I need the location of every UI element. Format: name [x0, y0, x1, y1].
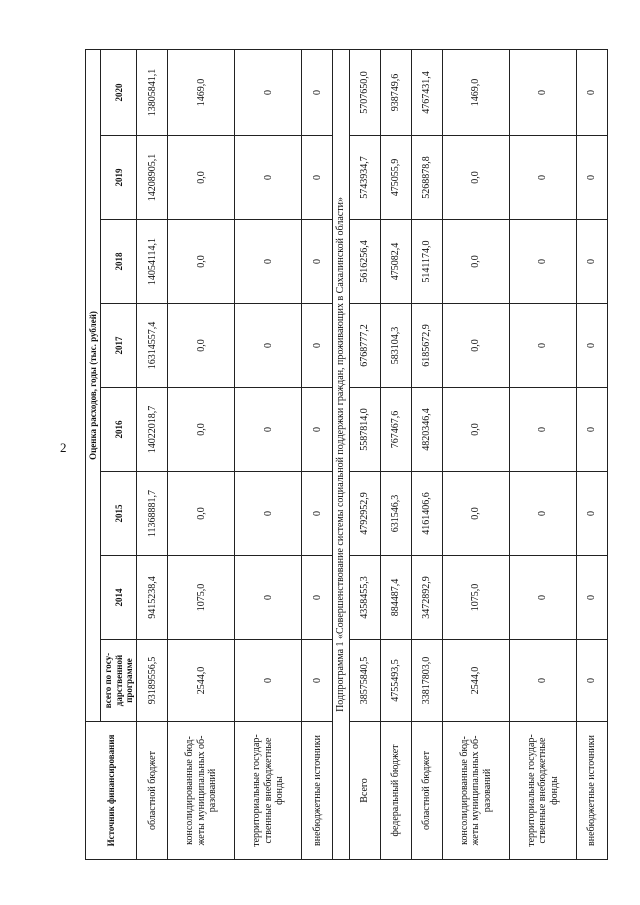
cell-value: 0 — [576, 220, 607, 304]
header-year: 2014 — [101, 556, 137, 640]
table-row — [380, 49, 411, 859]
cell-value: 2544,0 — [442, 640, 509, 722]
cell-value: 14022018,7 — [137, 388, 168, 472]
row-label: областной бюджет — [137, 722, 168, 860]
cell-value: 0 — [509, 220, 576, 304]
cell-value: 0 — [509, 388, 576, 472]
cell-value: 0 — [576, 388, 607, 472]
cell-value: 0,0 — [168, 220, 235, 304]
row-label: федеральный бюджет — [380, 722, 411, 860]
cell-value: 38575840,5 — [349, 640, 380, 722]
cell-value: 0 — [509, 472, 576, 556]
cell-value: 5707650,0 — [349, 49, 380, 135]
cell-value: 11368881,7 — [137, 472, 168, 556]
cell-value: 0 — [509, 49, 576, 135]
cell-value: 0 — [302, 49, 333, 135]
cell-value: 0,0 — [168, 388, 235, 472]
cell-value: 0 — [509, 640, 576, 722]
cell-value: 0 — [576, 556, 607, 640]
row-label: консолидированные бюд-жеты муниципальных об-разований — [442, 722, 509, 860]
row-label: территориальные государ-ственные внебюджетные фонды — [509, 722, 576, 860]
cell-value: 0 — [235, 220, 302, 304]
cell-value: 33817803,0 — [411, 640, 442, 722]
cell-value: 5616256,4 — [349, 220, 380, 304]
header-year: 2016 — [101, 388, 137, 472]
cell-value: 583104,3 — [380, 304, 411, 388]
cell-value: 4792952,9 — [349, 472, 380, 556]
cell-value: 0,0 — [442, 472, 509, 556]
cell-value: 0 — [235, 472, 302, 556]
cell-value: 0 — [576, 49, 607, 135]
cell-value: 14054114,1 — [137, 220, 168, 304]
cell-value: 0 — [302, 304, 333, 388]
table-row — [302, 49, 333, 859]
cell-value: 0 — [576, 640, 607, 722]
cell-value: 475082,4 — [380, 220, 411, 304]
header-year: 2019 — [101, 136, 137, 220]
financing-table — [85, 49, 608, 860]
header-year: 2020 — [101, 49, 137, 135]
cell-value: 1075,0 — [168, 556, 235, 640]
cell-value: 5587814,0 — [349, 388, 380, 472]
cell-value: 6185672,9 — [411, 304, 442, 388]
table-row — [168, 49, 235, 859]
cell-value: 14208905,1 — [137, 136, 168, 220]
row-label: внебюджетные источники — [576, 722, 607, 860]
cell-value: 9415238,4 — [137, 556, 168, 640]
header-source: Источник финансирования — [86, 722, 137, 860]
cell-value: 0 — [302, 136, 333, 220]
cell-value: 884487,4 — [380, 556, 411, 640]
cell-value: 1075,0 — [442, 556, 509, 640]
cell-value: 0 — [235, 640, 302, 722]
cell-value: 6768777,2 — [349, 304, 380, 388]
cell-value: 5268878,8 — [411, 136, 442, 220]
cell-value: 0 — [302, 472, 333, 556]
cell-value: 0,0 — [442, 304, 509, 388]
header-year: 2017 — [101, 304, 137, 388]
cell-value: 0 — [235, 304, 302, 388]
cell-value: 0 — [509, 556, 576, 640]
subprogram-title: Подпрограмма 1 «Совершенствование системы социальной поддержки граждан, проживающих в Сахалинской области» — [333, 49, 350, 859]
table-row — [235, 49, 302, 859]
cell-value: 4767431,4 — [411, 49, 442, 135]
cell-value: 4161406,6 — [411, 472, 442, 556]
table-row — [576, 49, 607, 859]
cell-value: 0,0 — [168, 304, 235, 388]
cell-value: 0 — [576, 304, 607, 388]
table-row — [442, 49, 509, 859]
cell-value: 0 — [576, 472, 607, 556]
row-label: внебюджетные источники — [302, 722, 333, 860]
cell-value: 2544,0 — [168, 640, 235, 722]
page-number: 2 — [60, 440, 67, 455]
cell-value: 631546,3 — [380, 472, 411, 556]
row-label: Всего — [349, 722, 380, 860]
header-total: всего по госу-дарственной программе — [101, 640, 137, 722]
cell-value: 0 — [509, 304, 576, 388]
table-row — [137, 49, 168, 859]
cell-value: 0 — [235, 49, 302, 135]
table-row — [411, 49, 442, 859]
header-estimate: Оценка расходов, годы (тыс. рублей) — [86, 49, 101, 721]
table-row — [349, 49, 380, 859]
cell-value: 475055,9 — [380, 136, 411, 220]
cell-value: 0 — [576, 136, 607, 220]
cell-value: 3472892,9 — [411, 556, 442, 640]
cell-value: 0,0 — [168, 472, 235, 556]
header-year: 2018 — [101, 220, 137, 304]
cell-value: 5743934,7 — [349, 136, 380, 220]
cell-value: 5141174,0 — [411, 220, 442, 304]
cell-value: 4358455,3 — [349, 556, 380, 640]
cell-value: 1469,0 — [168, 49, 235, 135]
cell-value: 16314557,4 — [137, 304, 168, 388]
subprogram-row — [333, 49, 350, 859]
cell-value: 0 — [302, 640, 333, 722]
cell-value: 0 — [235, 388, 302, 472]
cell-value: 0 — [509, 136, 576, 220]
row-label: консолидированные бюд-жеты муниципальных об-разований — [168, 722, 235, 860]
cell-value: 0 — [302, 556, 333, 640]
header-year: 2015 — [101, 472, 137, 556]
cell-value: 0,0 — [442, 388, 509, 472]
cell-value: 0,0 — [442, 136, 509, 220]
cell-value: 938749,6 — [380, 49, 411, 135]
cell-value: 4820346,4 — [411, 388, 442, 472]
row-label: областной бюджет — [411, 722, 442, 860]
cell-value: 0,0 — [442, 220, 509, 304]
cell-value: 0 — [235, 136, 302, 220]
table-row — [509, 49, 576, 859]
cell-value: 93189556,5 — [137, 640, 168, 722]
cell-value: 13805841,1 — [137, 49, 168, 135]
cell-value: 767467,6 — [380, 388, 411, 472]
row-label: территориальные государ-ственные внебюджетные фонды — [235, 722, 302, 860]
rotated-table-container — [85, 50, 598, 860]
cell-value: 1469,0 — [442, 49, 509, 135]
cell-value: 0,0 — [168, 136, 235, 220]
cell-value: 0 — [235, 556, 302, 640]
cell-value: 0 — [302, 388, 333, 472]
cell-value: 4755493,5 — [380, 640, 411, 722]
cell-value: 0 — [302, 220, 333, 304]
